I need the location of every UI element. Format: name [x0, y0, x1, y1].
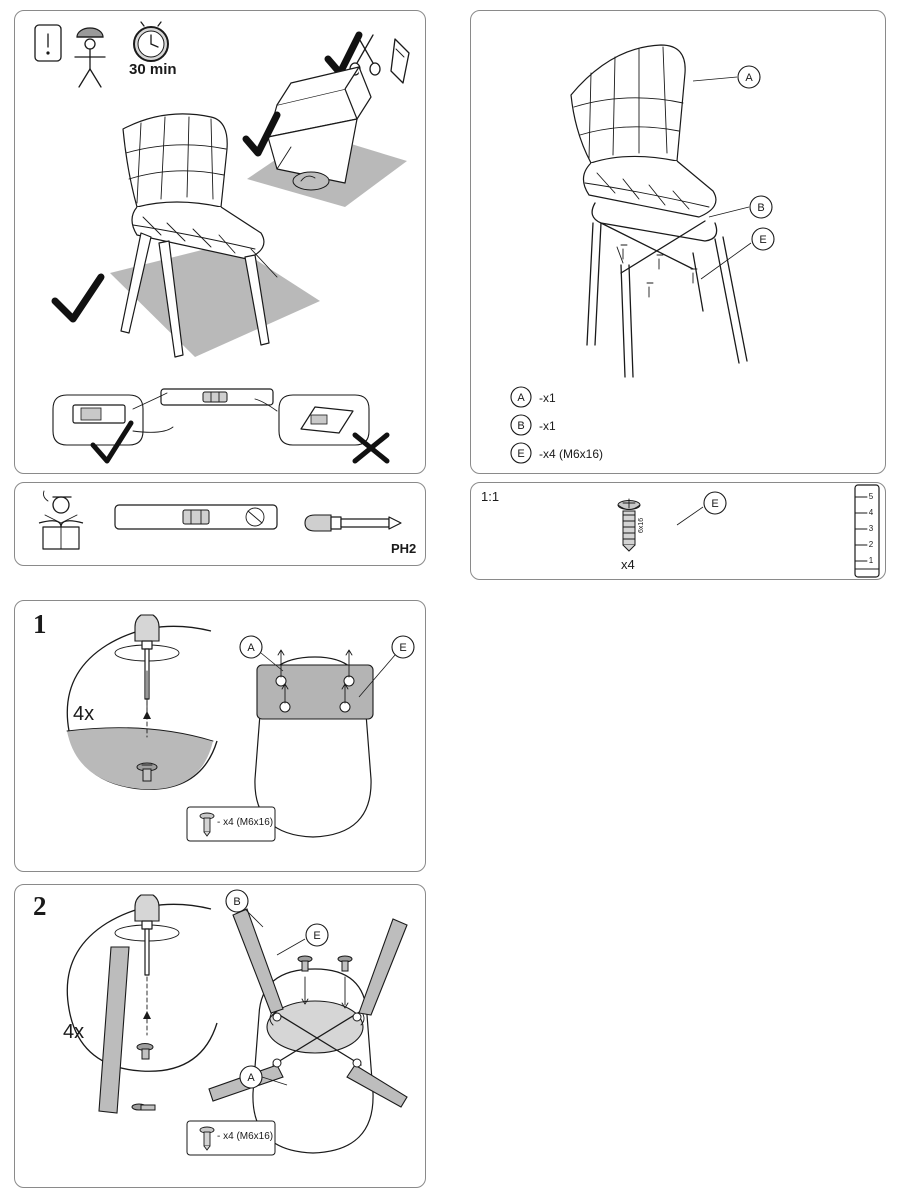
svg-text:A: A	[247, 1072, 255, 1084]
svg-text:B: B	[233, 896, 241, 908]
screw-length-label: 6x16	[638, 517, 645, 533]
svg-text:B: B	[517, 420, 525, 432]
svg-text:E: E	[399, 642, 407, 654]
callout-E-text: E	[759, 234, 767, 246]
callout-B-text: B	[757, 202, 765, 214]
part-qty-A: -x1	[539, 391, 556, 405]
part-qty-B: -x1	[539, 419, 556, 433]
svg-text:5: 5	[868, 492, 874, 501]
check-mark-level	[93, 423, 131, 461]
panel-safety-and-preparation	[14, 10, 426, 474]
svg-text:E: E	[313, 930, 321, 942]
scale-qty: x4	[621, 557, 635, 572]
svg-text:E: E	[711, 498, 719, 510]
svg-text:3: 3	[868, 524, 874, 533]
step-2-part-note: - x4 (M6x16)	[217, 1131, 274, 1142]
callout-A-text: A	[745, 72, 753, 84]
svg-text:1: 1	[868, 556, 874, 565]
screwdriver-label: PH2	[391, 541, 417, 556]
carton-illustration	[247, 67, 407, 207]
step-1-part-note: - x4 (M6x16)	[217, 817, 274, 828]
cross-mark-level	[355, 435, 387, 461]
warning-icon	[35, 25, 61, 61]
check-mark-floor	[55, 277, 101, 319]
step-1-number: 1	[33, 609, 47, 639]
clock-icon	[134, 22, 168, 61]
spirit-level-center	[161, 389, 273, 405]
step-1-zoom-label: 4x	[73, 703, 95, 725]
svg-text:4: 4	[868, 508, 874, 517]
scale-label: 1:1	[481, 489, 500, 504]
panel-step-1	[14, 600, 426, 872]
svg-text:2: 2	[868, 540, 874, 549]
cutter-knife-icon	[391, 39, 409, 83]
check-mark-tools	[328, 35, 359, 73]
part-B-frame-illustration	[587, 203, 747, 377]
leader-scale-E	[677, 507, 703, 525]
step2-assembly	[209, 909, 407, 1153]
part-A-seat-illustration	[571, 45, 716, 217]
screwdriver-icon	[305, 515, 401, 531]
person-icon	[75, 28, 105, 87]
leader-B	[709, 207, 749, 217]
panel-parts-overview	[470, 10, 886, 474]
spirit-level-icon	[115, 505, 277, 529]
manual-icon	[39, 491, 83, 549]
screw-actual-size	[618, 499, 640, 551]
ruler	[855, 485, 879, 577]
detail-level-correct	[53, 393, 173, 445]
leader-E	[701, 243, 751, 279]
panel-actual-size-scale	[470, 482, 886, 580]
step-2-number: 2	[33, 891, 47, 921]
svg-text:A: A	[517, 392, 525, 404]
step-2-zoom-label: 4x	[63, 1021, 85, 1043]
leader-A	[693, 77, 737, 81]
panel-tools-required	[14, 482, 426, 566]
time-label: 30 min	[129, 61, 177, 78]
panel-step-2	[14, 884, 426, 1188]
svg-text:A: A	[247, 642, 255, 654]
part-qty-E: -x4 (M6x16)	[539, 447, 604, 461]
svg-text:E: E	[517, 448, 525, 460]
